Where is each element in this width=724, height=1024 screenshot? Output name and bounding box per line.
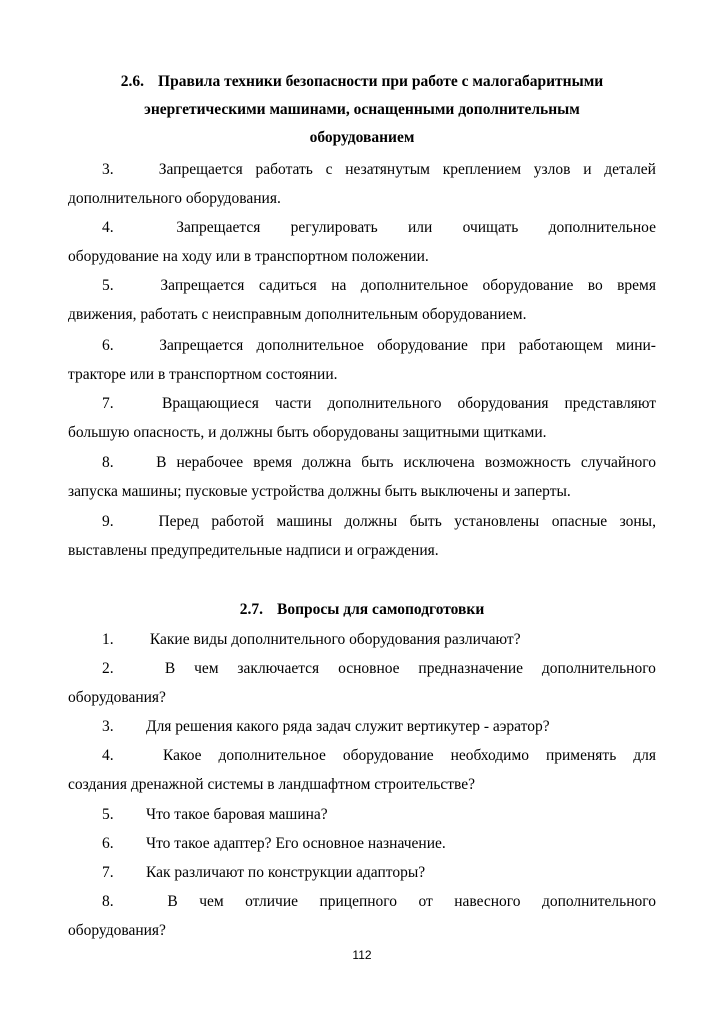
item-first-line bbox=[68, 213, 656, 242]
item-word: или bbox=[407, 219, 433, 236]
item-first-line bbox=[68, 389, 656, 418]
item-word: дополнительное bbox=[256, 337, 364, 354]
item-word: работой bbox=[211, 513, 265, 530]
list-item bbox=[68, 829, 656, 858]
item-number: 3. bbox=[102, 718, 114, 735]
section-heading-2-7 bbox=[68, 596, 656, 624]
item-word: креплением bbox=[442, 161, 522, 178]
item-word: время bbox=[253, 454, 293, 471]
item-word: навесного bbox=[454, 893, 521, 910]
item-word: деталей bbox=[604, 161, 656, 178]
heading-line-3: оборудованием bbox=[309, 129, 415, 146]
item-word: Вращающиеся bbox=[161, 395, 259, 412]
item-word: от bbox=[418, 893, 433, 910]
item-word: Запрещается bbox=[160, 277, 245, 294]
item-word: для bbox=[633, 747, 656, 764]
item-word: на bbox=[331, 277, 347, 294]
item-word: Какое bbox=[162, 747, 202, 764]
item-word: и bbox=[583, 161, 592, 178]
item-word: садиться bbox=[258, 277, 317, 294]
item-word: исключена bbox=[403, 454, 475, 471]
item-word: прицепного bbox=[319, 893, 398, 910]
item-text: Что такое баровая машина? bbox=[146, 806, 328, 823]
item-word: В bbox=[156, 454, 167, 471]
item-first-line bbox=[68, 858, 656, 887]
item-second-line: оборудования? bbox=[68, 689, 166, 706]
item-number: 8. bbox=[102, 893, 114, 910]
list-item bbox=[68, 155, 656, 213]
list-item bbox=[68, 448, 656, 506]
item-word: чем bbox=[194, 660, 219, 677]
item-word: установлены bbox=[454, 513, 540, 530]
list-item bbox=[68, 741, 656, 799]
item-word: зоны, bbox=[619, 513, 656, 530]
item-word: оборудование bbox=[482, 277, 574, 294]
item-number: 5. bbox=[102, 277, 114, 294]
page-number: 112 bbox=[352, 948, 372, 962]
item-word: быть bbox=[409, 513, 442, 530]
item-word: регулировать bbox=[290, 219, 378, 236]
item-text: Для решения какого ряда задач служит вертикутер - аэратор? bbox=[146, 718, 550, 735]
item-word: предназначение bbox=[418, 660, 524, 677]
item-word: опасные bbox=[551, 513, 608, 530]
item-number: 3. bbox=[102, 161, 114, 178]
item-first-line bbox=[68, 712, 656, 741]
item-word: основное bbox=[338, 660, 400, 677]
item-first-line bbox=[68, 448, 656, 477]
heading-line-1 bbox=[68, 68, 656, 96]
item-number: 2. bbox=[102, 660, 114, 677]
item-word: очищать bbox=[462, 219, 519, 236]
item-word: оборудования bbox=[457, 395, 549, 412]
item-word: во bbox=[587, 277, 603, 294]
item-second-line: создания дренажной системы в ландшафтном строительстве? bbox=[68, 776, 476, 793]
list-item bbox=[68, 389, 656, 447]
item-text: Что такое адаптер? Его основное назначение. bbox=[146, 835, 446, 852]
item-word: оборудование bbox=[342, 747, 434, 764]
item-word: дополнительного bbox=[541, 893, 656, 910]
item-word: дополнительное bbox=[548, 219, 656, 236]
item-word: представляют bbox=[564, 395, 656, 412]
item-first-line bbox=[68, 271, 656, 300]
item-word: при bbox=[481, 337, 506, 354]
list-item bbox=[68, 654, 656, 712]
item-first-line bbox=[68, 741, 656, 770]
item-number: 5. bbox=[102, 806, 114, 823]
item-first-line bbox=[68, 654, 656, 683]
item-word: машины bbox=[276, 513, 333, 530]
list-item bbox=[68, 625, 656, 654]
item-number: 4. bbox=[102, 219, 114, 236]
item-word: мини- bbox=[616, 337, 656, 354]
item-first-line bbox=[68, 507, 656, 536]
item-second-line: дополнительного оборудования. bbox=[68, 190, 281, 207]
item-number: 7. bbox=[102, 864, 114, 881]
item-word: чем bbox=[199, 893, 224, 910]
item-word: дополнительного bbox=[327, 395, 442, 412]
item-second-line: тракторе или в транспортном состоянии. bbox=[68, 366, 338, 383]
list-item bbox=[68, 507, 656, 565]
item-text: Какие виды дополнительного оборудования различают? bbox=[146, 631, 521, 648]
item-word: работать bbox=[255, 161, 313, 178]
item-word: нерабочее bbox=[176, 454, 244, 471]
item-word: дополнительное bbox=[218, 747, 326, 764]
item-number: 7. bbox=[102, 395, 114, 412]
item-word: Перед bbox=[158, 513, 199, 530]
item-word: Запрещается bbox=[158, 161, 243, 178]
heading-text: Правила техники безопасности при работе с малогабаритными bbox=[158, 73, 604, 90]
item-word: должна bbox=[302, 454, 352, 471]
item-word: незатянутым bbox=[345, 161, 430, 178]
list-item bbox=[68, 331, 656, 389]
item-word: дополнительного bbox=[541, 660, 656, 677]
list-item bbox=[68, 800, 656, 829]
item-second-line: оборудование на ходу или в транспортном положении. bbox=[68, 248, 429, 265]
list-item bbox=[68, 887, 656, 945]
item-number: 8. bbox=[102, 454, 114, 471]
item-word: с bbox=[325, 161, 333, 178]
item-word: дополнительное bbox=[360, 277, 469, 294]
item-first-line bbox=[68, 800, 656, 829]
item-second-line: большую опасность, и должны быть оборудованы защитными щитками. bbox=[68, 424, 547, 441]
item-number: 4. bbox=[102, 747, 114, 764]
section-number: 2.7. bbox=[239, 601, 263, 618]
item-text: Как различают по конструкции адапторы? bbox=[146, 864, 426, 881]
list-item bbox=[68, 271, 656, 329]
list-item bbox=[68, 213, 656, 271]
item-first-line bbox=[68, 625, 656, 654]
item-second-line: движения, работать с неисправным дополнительным оборудованием. bbox=[68, 306, 527, 323]
item-first-line bbox=[68, 155, 656, 184]
item-word: части bbox=[274, 395, 312, 412]
section-heading-2-6 bbox=[68, 68, 656, 152]
item-word: оборудование bbox=[377, 337, 468, 354]
item-second-line: запуска машины; пусковые устройства должны быть выключены и заперты. bbox=[68, 483, 571, 500]
item-word: узлов bbox=[533, 161, 571, 178]
item-word: случайного bbox=[580, 454, 656, 471]
item-first-line bbox=[68, 829, 656, 858]
item-word: работающем bbox=[518, 337, 603, 354]
item-number: 6. bbox=[102, 835, 114, 852]
item-word: Запрещается bbox=[159, 337, 244, 354]
item-word: заключается bbox=[237, 660, 320, 677]
section-number: 2.6. bbox=[120, 73, 145, 90]
item-first-line bbox=[68, 887, 656, 916]
list-item bbox=[68, 712, 656, 741]
item-number: 9. bbox=[102, 513, 114, 530]
item-second-line: оборудования? bbox=[68, 922, 166, 939]
item-first-line bbox=[68, 331, 656, 360]
item-word: время bbox=[617, 277, 656, 294]
item-word: В bbox=[164, 660, 176, 677]
item-word: применять bbox=[545, 747, 617, 764]
heading-text: Вопросы для самоподготовки bbox=[277, 601, 485, 618]
heading-line-2: энергетическими машинами, оснащенными дополнительным bbox=[144, 101, 580, 118]
item-number: 1. bbox=[102, 631, 114, 648]
item-number: 6. bbox=[102, 337, 114, 354]
item-word: необходимо bbox=[450, 747, 530, 764]
item-word: должны bbox=[344, 513, 398, 530]
item-word: отличие bbox=[245, 893, 299, 910]
item-word: Запрещается bbox=[176, 219, 261, 236]
item-word: В bbox=[167, 893, 178, 910]
item-word: быть bbox=[361, 454, 394, 471]
list-item bbox=[68, 858, 656, 887]
item-second-line: выставлены предупредительные надписи и ограждения. bbox=[68, 542, 439, 559]
item-word: возможность bbox=[484, 454, 571, 471]
